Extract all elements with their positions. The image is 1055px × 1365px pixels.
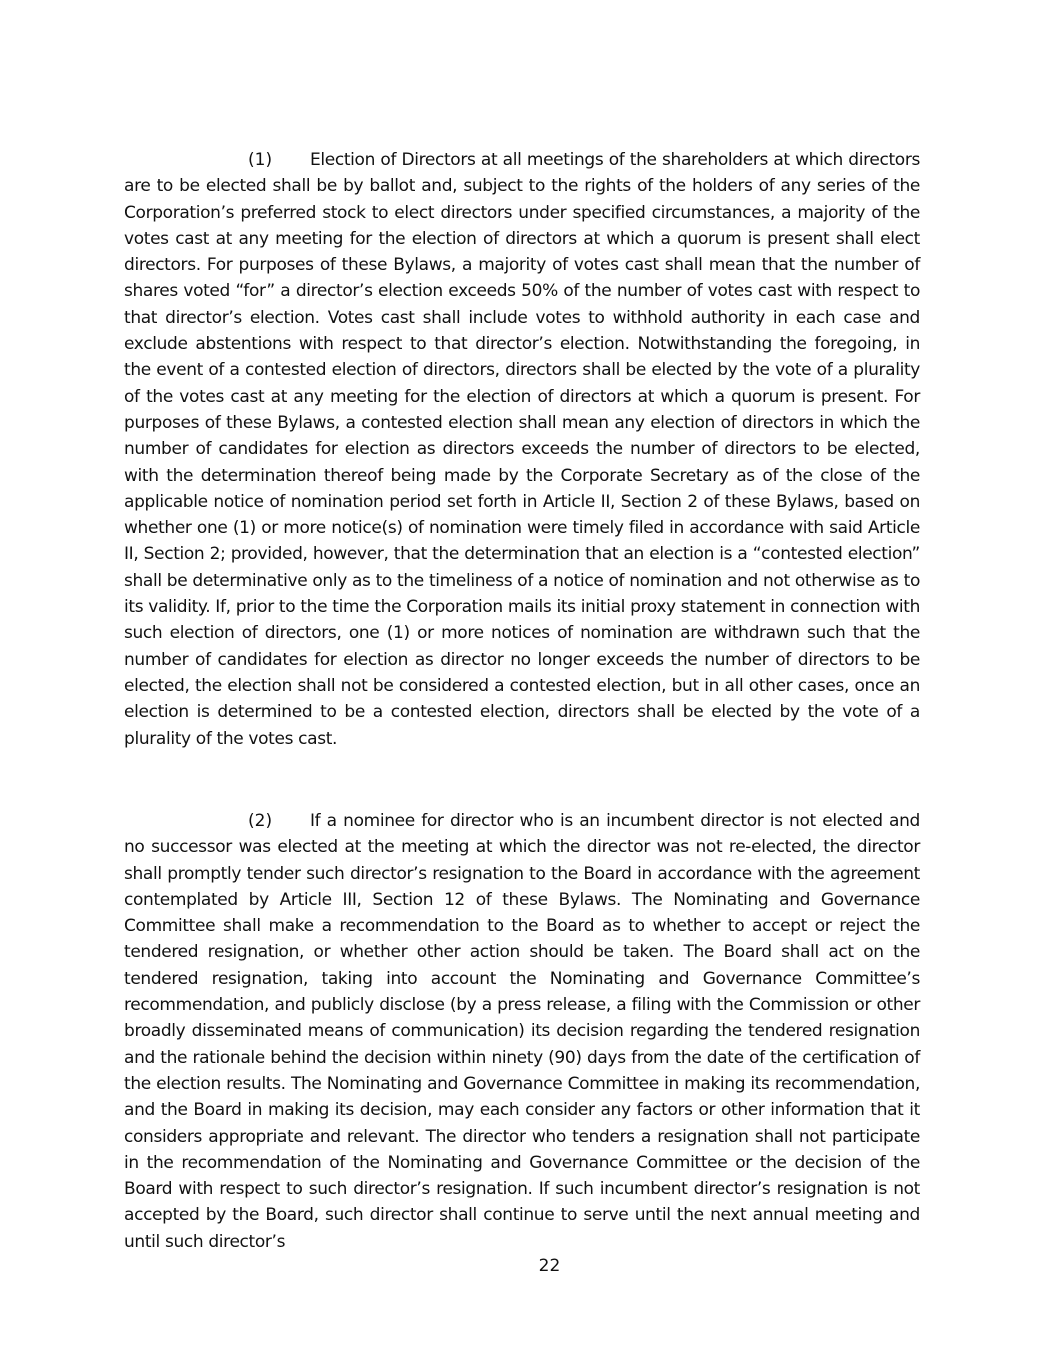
paragraph-text: Election of Directors at all meetings of the shareholders at which directors are to be elected shall be by ballot and, subject to the rights of the holders of any series of the Corporation’s preferred stock to elect directors under specified circumstances, a majority of the votes cast at any meeting for the election of directors at which a quorum is present shall elect directors. For purposes of these Bylaws, a majority of votes cast shall mean that the number of shares voted “for” a director’s election exceeds 50% of the number of votes cast with respect to that director’s election. Votes cast shall include votes to withhold authority in each case and exclude abstentions with respect to that director’s election. Notwithstanding the foregoing, in the event of a contested election of directors, directors shall be elected by the vote of a plurality of the votes cast at any meeting for the election of directors at which a quorum is present. For purposes of these Bylaws, a contested election shall mean any election of directors in which the number of candidates for election as directors exceeds the number of directors to be elected, with the determination thereof being made by the Corporate Secretary as of the close of the applicable notice of nomination period set forth in Article II, Section 2 of these Bylaws, based on whether one (1) or more notice(s) of nomination were timely filed in accordance with said Article II, Section 2; provided, however, that the determination that an election is a “contested election” shall be determinative only as to the timeliness of a notice of nomination and not otherwise as to its validity. If, prior to the time the Corporation mails its initial proxy statement in connection with such election of directors, one (1) or more notices of nomination are withdrawn such that the number of candidates for election as director no longer exceeds the number of directors to be elected, the election shall not be considered a contested election, but in all other cases, once an election is determined to be a contested election, directors shall be elected by the vote of a plurality of the votes cast. [124,150,920,749]
page-number: 22 [538,1256,561,1276]
paragraph-2 [124,808,920,1255]
paragraph-number: (1) [248,150,273,170]
paragraph-text: If a nominee for director who is an incumbent director is not elected and no successor was elected at the meeting at which the director was not re-elected, the director shall promptly tender such director’s resignation to the Board in accordance with the agreement contemplated by Article III, Section 12 of these Bylaws. The Nominating and Governance Committee shall make a recommendation to the Board as to whether to accept or reject the tendered resignation, or whether other action should be taken. The Board shall act on the tendered resignation, taking into account the Nominating and Governance Committee’s recommendation, and publicly disclose (by a press release, a filing with the Commission or other broadly disseminated means of communication) its decision regarding the tendered resignation and the rationale behind the decision within ninety (90) days from the date of the certification of the election results. The Nominating and Governance Committee in making its recommendation, and the Board in making its decision, may each consider any factors or other information that it considers appropriate and relevant. The director who tenders a resignation shall not participate in the recommendation of the Nominating and Governance Committee or the decision of the Board with respect to such director’s resignation. If such incumbent director’s resignation is not accepted by the Board, such director shall continue to serve until the next annual meeting and until such director’s [124,811,920,1252]
paragraph-1 [124,147,920,752]
paragraph-number: (2) [248,811,273,831]
